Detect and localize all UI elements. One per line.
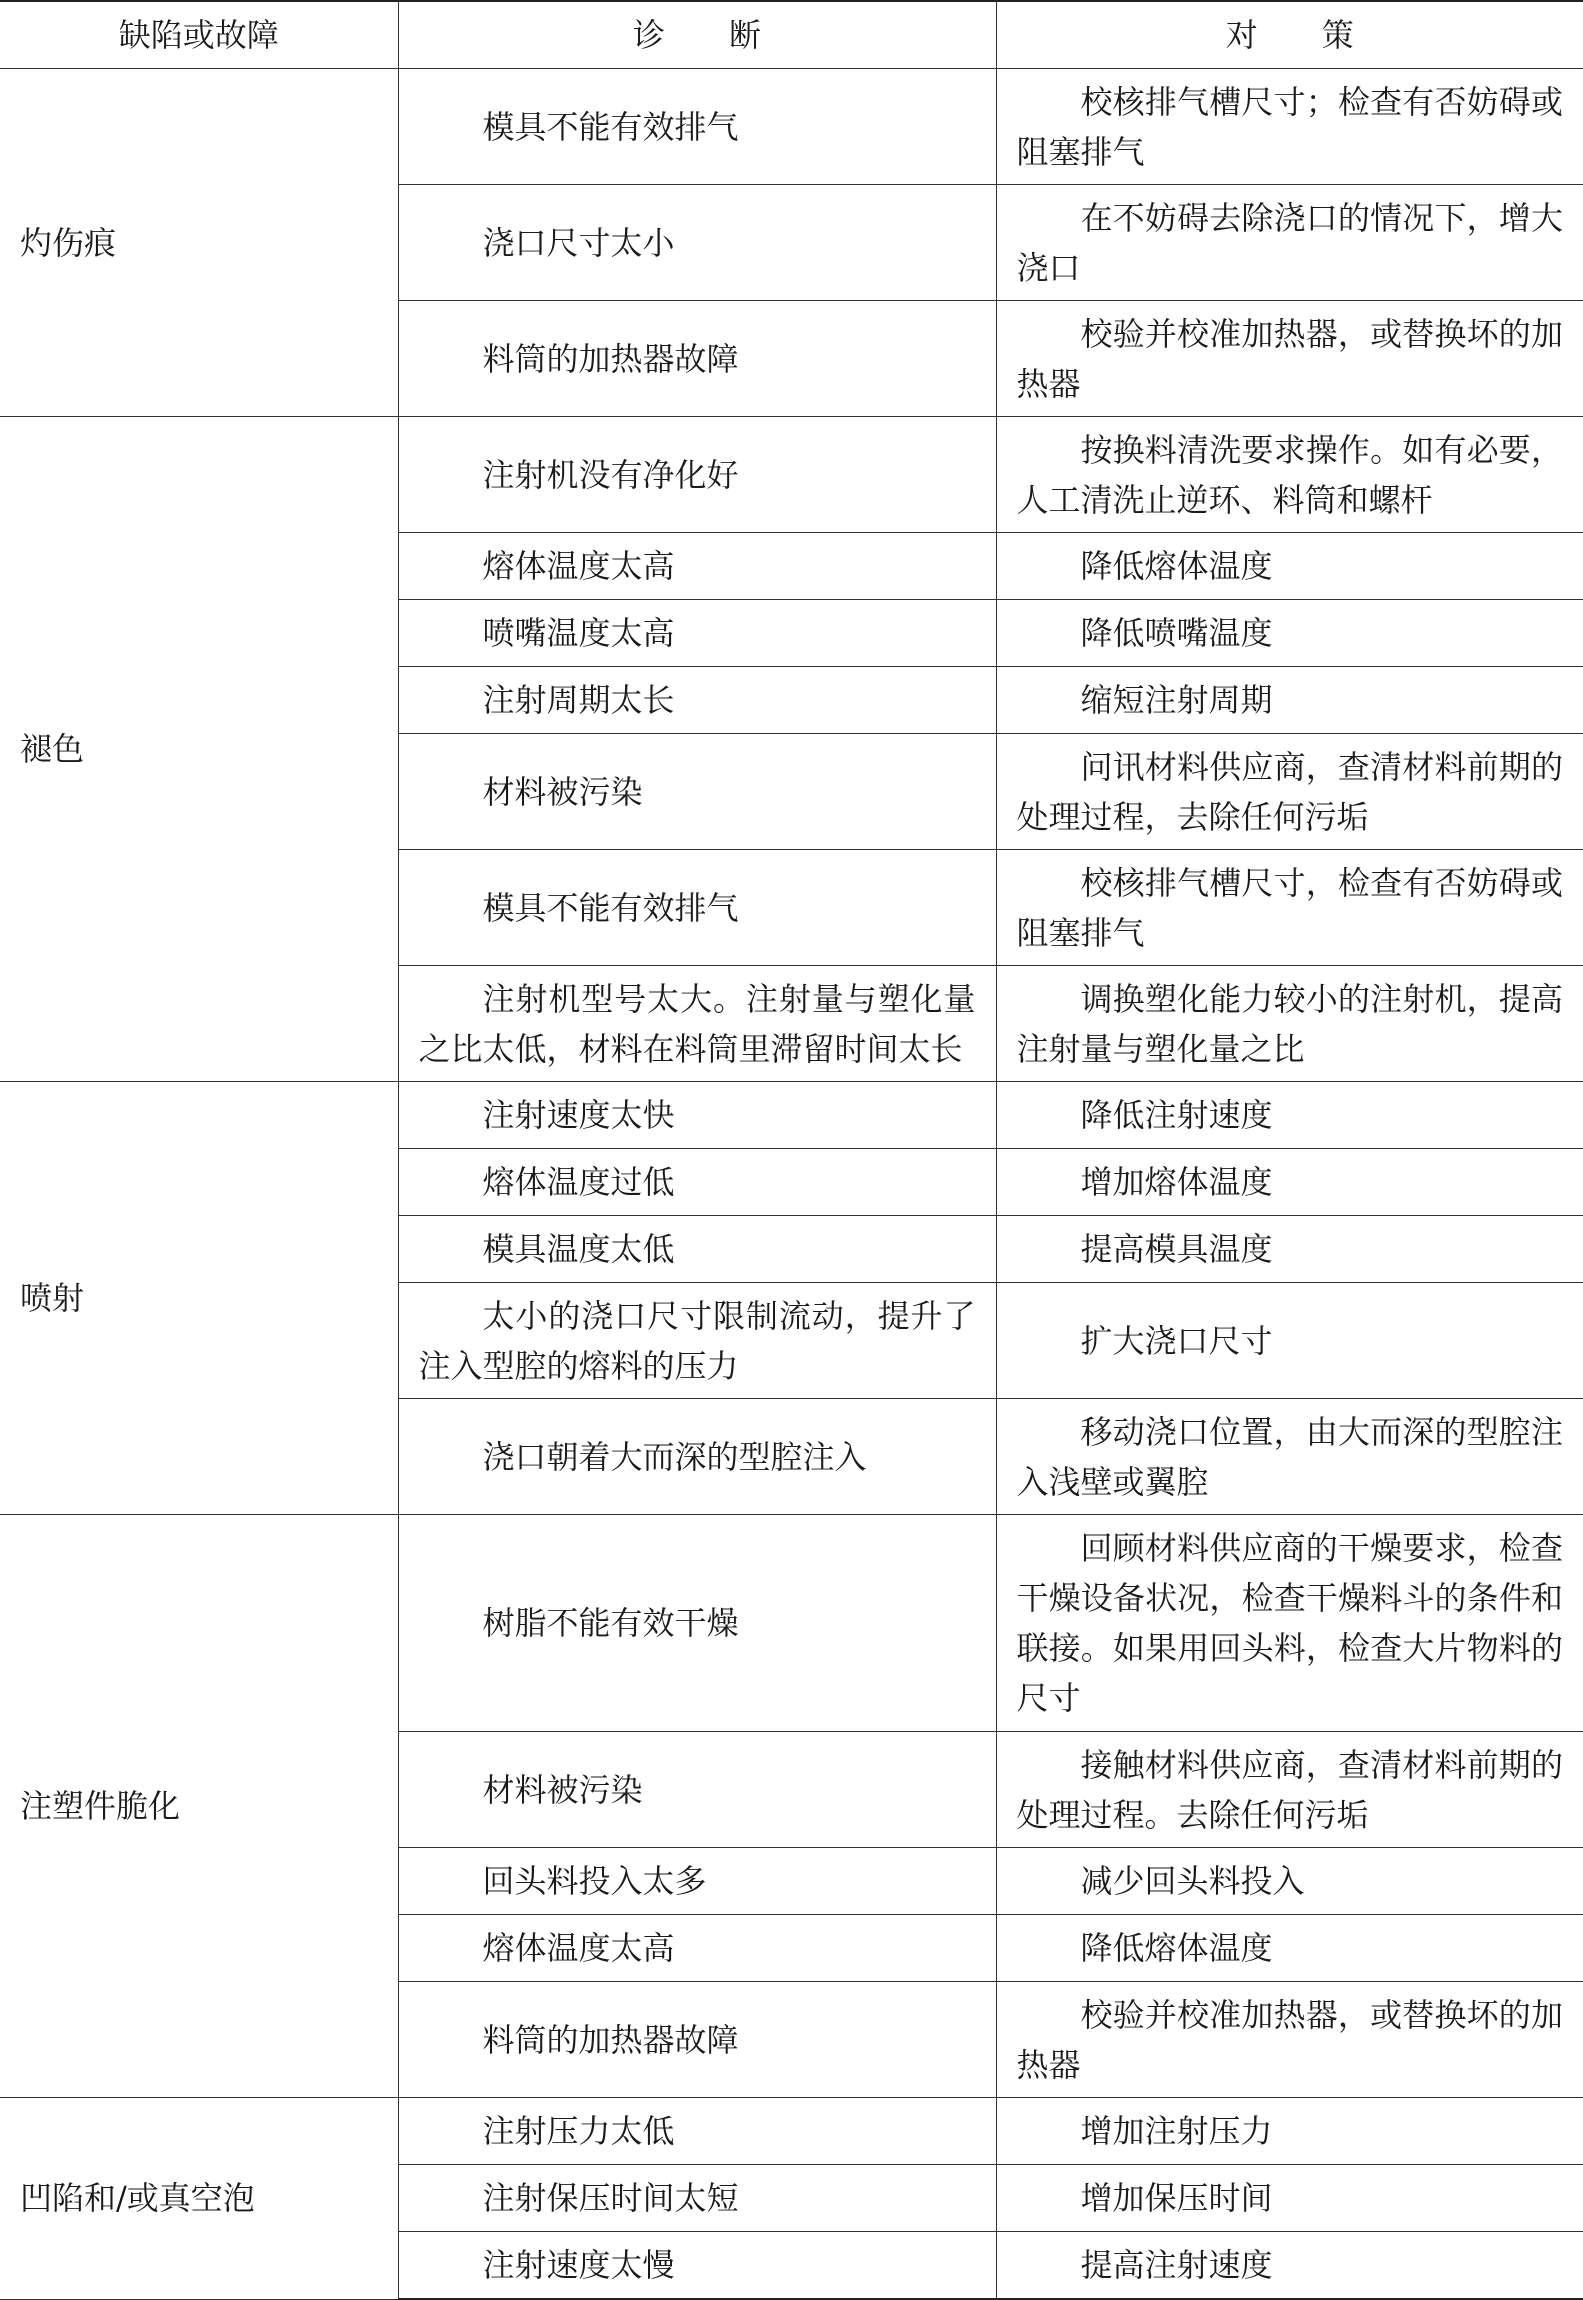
diagnosis-cell: 熔体温度太高 [398, 1915, 996, 1982]
diagnosis-cell: 浇口朝着大而深的型腔注入 [398, 1399, 996, 1515]
diagnosis-cell: 料筒的加热器故障 [398, 301, 996, 417]
diagnosis-cell: 材料被污染 [398, 1732, 996, 1848]
table-row [0, 2098, 1583, 2165]
table-row [0, 417, 1583, 533]
action-cell: 校核排气槽尺寸；检查有否妨碍或阻塞排气 [996, 69, 1583, 185]
diagnosis-cell: 注射机型号太大。注射量与塑化量之比太低，材料在料筒里滞留时间太长 [398, 966, 996, 1082]
diagnosis-cell: 模具不能有效排气 [398, 850, 996, 966]
action-cell: 降低熔体温度 [996, 533, 1583, 600]
action-cell: 降低喷嘴温度 [996, 600, 1583, 667]
diagnosis-cell: 浇口尺寸太小 [398, 185, 996, 301]
defect-category: 喷射 [0, 1082, 398, 1515]
diagnosis-cell: 喷嘴温度太高 [398, 600, 996, 667]
diagnosis-cell: 注射机没有净化好 [398, 417, 996, 533]
table-row [0, 69, 1583, 185]
defect-category: 凹陷和/或真空泡 [0, 2098, 398, 2300]
diagnosis-cell: 模具温度太低 [398, 1216, 996, 1283]
action-cell: 校验并校准加热器，或替换坏的加热器 [996, 301, 1583, 417]
action-cell: 校验并校准加热器，或替换坏的加热器 [996, 1982, 1583, 2098]
header-action: 对 策 [996, 1, 1583, 69]
action-cell: 移动浇口位置，由大而深的型腔注入浅壁或翼腔 [996, 1399, 1583, 1515]
diagnosis-cell: 注射周期太长 [398, 667, 996, 734]
table-row [0, 1515, 1583, 1732]
action-cell: 扩大浇口尺寸 [996, 1283, 1583, 1399]
action-cell: 减少回头料投入 [996, 1848, 1583, 1915]
action-cell: 接触材料供应商，查清材料前期的处理过程。去除任何污垢 [996, 1732, 1583, 1848]
diagnosis-cell: 注射速度太快 [398, 1082, 996, 1149]
action-cell: 回顾材料供应商的干燥要求，检查干燥设备状况，检查干燥料斗的条件和联接。如果用回头料，检查大片物料的尺寸 [996, 1515, 1583, 1732]
defect-category: 灼伤痕 [0, 69, 398, 417]
action-cell: 缩短注射周期 [996, 667, 1583, 734]
action-cell: 提高模具温度 [996, 1216, 1583, 1283]
defect-category: 注塑件脆化 [0, 1515, 398, 2098]
action-cell: 增加熔体温度 [996, 1149, 1583, 1216]
action-cell: 在不妨碍去除浇口的情况下，增大浇口 [996, 185, 1583, 301]
action-cell: 提高注射速度 [996, 2232, 1583, 2300]
diagnosis-cell: 太小的浇口尺寸限制流动，提升了注入型腔的熔料的压力 [398, 1283, 996, 1399]
diagnosis-cell: 熔体温度过低 [398, 1149, 996, 1216]
diagnosis-cell: 注射速度太慢 [398, 2232, 996, 2300]
diagnosis-cell: 回头料投入太多 [398, 1848, 996, 1915]
diagnosis-cell: 注射压力太低 [398, 2098, 996, 2165]
table-row [0, 1082, 1583, 1149]
action-cell: 校核排气槽尺寸，检查有否妨碍或阻塞排气 [996, 850, 1583, 966]
defect-category: 褪色 [0, 417, 398, 1082]
action-cell: 问讯材料供应商，查清材料前期的处理过程，去除任何污垢 [996, 734, 1583, 850]
diagnosis-cell: 模具不能有效排气 [398, 69, 996, 185]
diagnosis-cell: 材料被污染 [398, 734, 996, 850]
action-cell: 按换料清洗要求操作。如有必要，人工清洗止逆环、料筒和螺杆 [996, 417, 1583, 533]
action-cell: 增加保压时间 [996, 2165, 1583, 2232]
header-defect: 缺陷或故障 [0, 1, 398, 69]
diagnosis-cell: 树脂不能有效干燥 [398, 1515, 996, 1732]
action-cell: 降低熔体温度 [996, 1915, 1583, 1982]
table-header-row [0, 1, 1583, 69]
diagnosis-cell: 料筒的加热器故障 [398, 1982, 996, 2098]
action-cell: 增加注射压力 [996, 2098, 1583, 2165]
header-diagnosis: 诊 断 [398, 1, 996, 69]
diagnosis-cell: 熔体温度太高 [398, 533, 996, 600]
action-cell: 降低注射速度 [996, 1082, 1583, 1149]
action-cell: 调换塑化能力较小的注射机，提高注射量与塑化量之比 [996, 966, 1583, 1082]
diagnosis-cell: 注射保压时间太短 [398, 2165, 996, 2232]
